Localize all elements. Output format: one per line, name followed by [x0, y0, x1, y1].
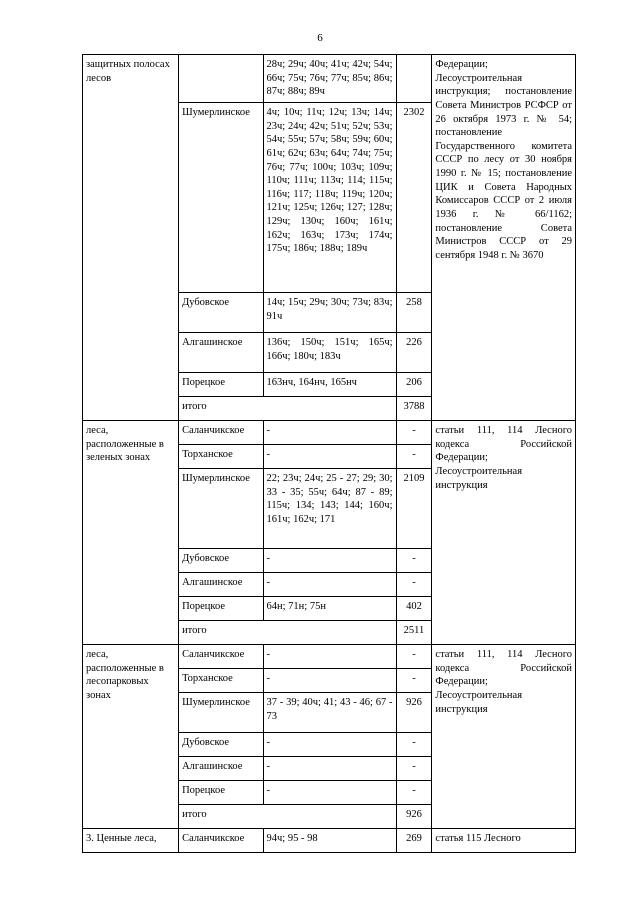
area-cell: -	[396, 733, 432, 757]
quarters-cell: -	[263, 573, 396, 597]
table-row	[83, 421, 576, 445]
total-value: 3788	[396, 397, 432, 421]
quarters-cell: 4ч; 10ч; 11ч; 12ч; 13ч; 14ч; 23ч; 24ч; 42ч; 51ч; 52ч; 53ч; 54ч; 55ч; 57ч; 58ч; 59ч; 60ч; 61ч; 62ч; 63ч; 64ч; 74ч; 75ч; 76ч; 77ч; 100ч; 103ч; 109ч; 110ч; 111ч; 113ч; 114; 115ч; 116ч; 117; 118ч; 119ч; 120ч; 121ч; 125ч; 126ч; 127; 128ч; 129ч; 130ч; 160ч; 161ч; 162ч; 163ч; 173ч; 174ч; 175ч; 186ч; 188ч; 189ч	[263, 103, 396, 293]
category-cell: леса, расположенные в лесопарковых зонах	[83, 645, 179, 829]
legal-basis-cell: статьи 111, 114 Лесного кодекса Российской Федерации; Лесоустроительная инструкция	[432, 645, 576, 829]
table-row	[83, 55, 576, 103]
quarters-cell: 94ч; 95 - 98	[263, 829, 396, 853]
forestry-cell	[179, 55, 263, 103]
quarters-cell: -	[263, 781, 396, 805]
area-cell: 206	[396, 373, 432, 397]
quarters-cell: -	[263, 549, 396, 573]
forestry-cell: Саланчикское	[179, 829, 263, 853]
quarters-cell: 37 - 39; 40ч; 41; 43 - 46; 67 - 73	[263, 693, 396, 733]
quarters-cell: -	[263, 733, 396, 757]
forestry-cell: Шумерлинское	[179, 693, 263, 733]
total-label: итого	[179, 805, 396, 829]
area-cell: -	[396, 645, 432, 669]
total-value: 926	[396, 805, 432, 829]
quarters-cell: -	[263, 645, 396, 669]
quarters-cell: 28ч; 29ч; 40ч; 41ч; 42ч; 54ч; 66ч; 75ч; 76ч; 77ч; 85ч; 86ч; 87ч; 88ч; 89ч	[263, 55, 396, 103]
forestry-cell: Алгашинское	[179, 757, 263, 781]
quarters-cell: 22; 23ч; 24ч; 25 - 27; 29; 30; 33 - 35; 55ч; 64ч; 87 - 89; 115ч; 134; 143; 144; 160ч; 161ч; 162ч; 171	[263, 469, 396, 549]
forestry-cell: Дубовское	[179, 549, 263, 573]
quarters-cell: -	[263, 445, 396, 469]
legal-basis-cell: Федерации; Лесоустроительная инструкция; постановление Совета Министров РСФСР от 26 октября 1973 г. № 54; постановление Государственного комитета СССР по лесу от 30 ноября 1990 г. № 15; постановление ЦИК и Совета Народных Комиссаров СССР от 2 июля 1936 г. № 66/1162; постановление Совета Министров СССР от 29 сентября 1948 г. № 3670	[432, 55, 576, 421]
legal-basis-cell: статьи 111, 114 Лесного кодекса Российской Федерации; Лесоустроительная инструкция	[432, 421, 576, 645]
area-cell: 926	[396, 693, 432, 733]
area-cell	[396, 55, 432, 103]
table-row	[83, 829, 576, 853]
quarters-cell: 136ч; 150ч; 151ч; 165ч; 166ч; 180ч; 183ч	[263, 333, 396, 373]
forestry-cell: Саланчикское	[179, 645, 263, 669]
category-cell: 3. Ценные леса,	[83, 829, 179, 853]
area-cell: 258	[396, 293, 432, 333]
quarters-cell: 163нч, 164нч, 165нч	[263, 373, 396, 397]
forest-categories-table	[82, 54, 576, 853]
total-label: итого	[179, 397, 396, 421]
legal-basis-cell: статья 115 Лесного	[432, 829, 576, 853]
area-cell: -	[396, 573, 432, 597]
area-cell: -	[396, 781, 432, 805]
area-cell: -	[396, 669, 432, 693]
forestry-cell: Торханское	[179, 669, 263, 693]
category-cell: защитных полосах лесов	[83, 55, 179, 421]
forestry-cell: Шумерлинское	[179, 103, 263, 293]
area-cell: -	[396, 757, 432, 781]
quarters-cell: 64н; 71н; 75н	[263, 597, 396, 621]
area-cell: 269	[396, 829, 432, 853]
quarters-cell: -	[263, 757, 396, 781]
page-number: 6	[317, 32, 323, 44]
total-label: итого	[179, 621, 396, 645]
area-cell: -	[396, 421, 432, 445]
forestry-cell: Торханское	[179, 445, 263, 469]
forestry-cell: Алгашинское	[179, 333, 263, 373]
total-value: 2511	[396, 621, 432, 645]
table-row	[83, 645, 576, 669]
area-cell: 402	[396, 597, 432, 621]
area-cell: 226	[396, 333, 432, 373]
forestry-cell: Алгашинское	[179, 573, 263, 597]
quarters-cell: 14ч; 15ч; 29ч; 30ч; 73ч; 83ч; 91ч	[263, 293, 396, 333]
area-cell: -	[396, 549, 432, 573]
forestry-cell: Шумерлинское	[179, 469, 263, 549]
area-cell: -	[396, 445, 432, 469]
quarters-cell: -	[263, 421, 396, 445]
area-cell: 2109	[396, 469, 432, 549]
forestry-cell: Дубовское	[179, 733, 263, 757]
area-cell: 2302	[396, 103, 432, 293]
forestry-cell: Саланчикское	[179, 421, 263, 445]
quarters-cell: -	[263, 669, 396, 693]
forestry-cell: Дубовское	[179, 293, 263, 333]
forestry-cell: Порецкое	[179, 781, 263, 805]
forestry-cell: Порецкое	[179, 597, 263, 621]
forestry-cell: Порецкое	[179, 373, 263, 397]
category-cell: леса, расположенные в зеленых зонах	[83, 421, 179, 645]
